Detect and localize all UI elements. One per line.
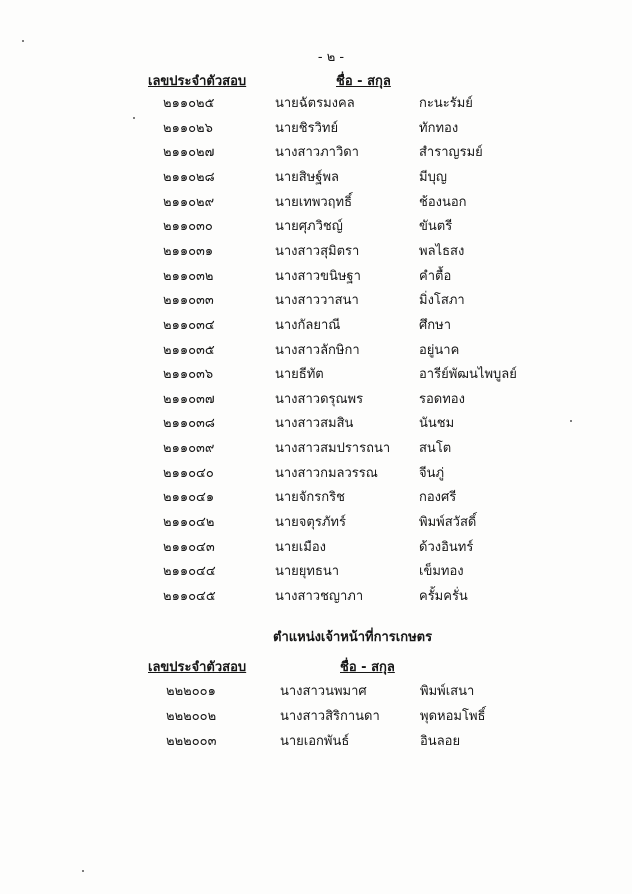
candidate-surname: ด้วงอินทร์ (419, 539, 474, 555)
candidate-name: นายฉัตรมงคล (275, 96, 355, 111)
full-name-column-header: ชื่อ - สกุล (336, 74, 391, 89)
exam-id: ๒๑๑๐๓๐ (163, 219, 213, 235)
candidate-surname: พิมพ์เสนา (420, 684, 475, 699)
scan-speck (22, 40, 24, 42)
candidate-surname: คำตื้อ (419, 268, 452, 284)
scan-speck (570, 420, 572, 422)
exam-id: ๒๑๑๐๓๑ (163, 243, 214, 259)
candidate-surname: พลไธสง (419, 243, 465, 259)
table-row (0, 684, 632, 702)
candidate-surname: จีนภู่ (419, 465, 445, 481)
candidate-surname: มีบุญ (419, 169, 447, 185)
candidate-name: นายเทพวฤทธิ์ (275, 194, 353, 210)
candidate-surname: ทักทอง (419, 120, 459, 136)
exam-id-column-header: เลขประจำตัวสอบ (148, 660, 247, 675)
table-row (0, 343, 632, 361)
candidate-name: นางกัลยาณี (275, 317, 341, 333)
candidate-surname: ศึกษา (419, 317, 451, 333)
candidate-surname: ช้องนอก (419, 194, 467, 210)
candidate-surname: อินลอย (420, 734, 461, 749)
table-row (0, 540, 632, 558)
candidate-name: นางสาวภาวิดา (275, 145, 359, 161)
candidate-surname: นันชม (419, 416, 455, 432)
table-row (0, 318, 632, 336)
candidate-name: นางสาวสุมิตรา (275, 243, 360, 259)
candidate-name: นายสิษฐ์พล (275, 169, 340, 185)
exam-id: ๒๑๑๐๓๗ (163, 391, 215, 407)
candidate-name: นางสาวนพมาศ (280, 684, 367, 699)
candidate-name: นายเอกพันธ์ (280, 734, 350, 749)
scan-speck (82, 870, 84, 872)
exam-id: ๒๑๑๐๓๙ (163, 441, 215, 457)
table-row (0, 515, 632, 533)
candidate-surname: พุดหอมโพธิ์ (420, 709, 486, 724)
exam-id: ๒๑๑๐๔๐ (163, 465, 214, 481)
exam-id: ๒๑๑๐๔๔ (163, 564, 216, 580)
exam-id: ๒๑๑๐๓๒ (163, 268, 214, 284)
candidate-surname: อารีย์พัฒนไพบูลย์ (419, 367, 517, 383)
table-row (0, 96, 632, 114)
full-name-column-header: ชื่อ - สกุล (340, 660, 395, 675)
candidate-name: นายธีทัต (275, 367, 324, 383)
exam-id: ๒๑๑๐๓๕ (163, 342, 215, 358)
candidate-name: นายศุภวิชญ์ (275, 219, 343, 235)
candidate-surname: มิ่งโสภา (419, 293, 465, 309)
exam-id: ๒๑๑๐๔๑ (163, 490, 215, 506)
candidate-name: นายเมือง (275, 539, 326, 555)
table-row (0, 466, 632, 484)
candidate-table (0, 684, 632, 764)
table-row (0, 121, 632, 139)
exam-id: ๒๒๒๐๐๑ (166, 684, 216, 699)
scan-speck (133, 117, 135, 119)
exam-id: ๒๑๑๐๓๖ (163, 367, 214, 383)
candidate-surname: พิมพ์สวัสดิ์ (419, 515, 477, 531)
table-row (0, 734, 632, 752)
table-row (0, 195, 632, 213)
candidate-name: นางสาวสิริกานดา (280, 709, 380, 724)
section-title: ตำแหน่งเจ้าหน้าที่การเกษตร (273, 630, 433, 645)
exam-id: ๒๑๑๐๓๓ (163, 293, 214, 309)
candidate-name: นางสาวขนิษฐา (275, 268, 361, 284)
table-row (0, 490, 632, 508)
exam-id: ๒๒๒๐๐๓ (166, 734, 217, 749)
table-row (0, 269, 632, 287)
page-number: - ๒ - (317, 50, 345, 65)
table-row (0, 392, 632, 410)
candidate-name: นางสาวสมปรารถนา (275, 441, 391, 457)
exam-id: ๒๑๑๐๒๘ (163, 169, 215, 185)
table-row (0, 293, 632, 311)
candidate-table (0, 96, 632, 606)
table-row (0, 416, 632, 434)
candidate-name: นางสาวลักษิกา (275, 342, 360, 358)
candidate-surname: กองศรี (419, 490, 457, 506)
exam-id-column-header: เลขประจำตัวสอบ (148, 74, 247, 89)
candidate-surname: อยู่นาค (419, 342, 460, 358)
candidate-surname: เข็มทอง (419, 564, 464, 580)
exam-id: ๒๑๑๐๓๔ (163, 317, 215, 333)
candidate-name: นางสาววาสนา (275, 293, 359, 309)
candidate-surname: กะนะรัมย์ (419, 96, 473, 111)
exam-id: ๒๑๑๐๒๕ (163, 96, 215, 111)
exam-id: ๒๑๑๐๔๕ (163, 589, 216, 604)
candidate-name: นางสาวสมสิน (275, 416, 354, 432)
candidate-name: นายจตุรภัทร์ (275, 515, 346, 531)
table-row (0, 441, 632, 459)
exam-id: ๒๑๑๐๒๙ (163, 194, 215, 210)
candidate-surname: ขันตรี (419, 219, 453, 235)
exam-id: ๒๑๑๐๓๘ (163, 416, 215, 432)
candidate-name: นางสาวดรุณพร (275, 391, 364, 407)
table-row (0, 564, 632, 582)
candidate-name: นายชิรวิทย์ (275, 120, 339, 136)
table-row (0, 367, 632, 385)
table-row (0, 589, 632, 607)
candidate-name: นายจักรกริช (275, 490, 345, 506)
candidate-name: นางสาวกมลวรรณ (275, 465, 378, 481)
candidate-name: นางสาวชญาภา (275, 589, 364, 604)
table-row (0, 709, 632, 727)
exam-id: ๒๑๑๐๔๒ (163, 515, 215, 531)
table-row (0, 219, 632, 237)
table-row (0, 145, 632, 163)
exam-id: ๒๑๑๐๒๗ (163, 145, 215, 161)
candidate-surname: ครั้มครั่น (419, 589, 468, 604)
exam-id: ๒๒๒๐๐๒ (166, 709, 217, 724)
candidate-surname: รอดทอง (419, 391, 465, 407)
candidate-name: นายยุทธนา (275, 564, 340, 580)
exam-id: ๒๑๑๐๔๓ (163, 539, 215, 555)
candidate-surname: สนโต (419, 441, 452, 457)
exam-id: ๒๑๑๐๒๖ (163, 120, 213, 136)
table-row (0, 244, 632, 262)
table-row (0, 170, 632, 188)
candidate-surname: สำราญรมย์ (419, 145, 483, 161)
